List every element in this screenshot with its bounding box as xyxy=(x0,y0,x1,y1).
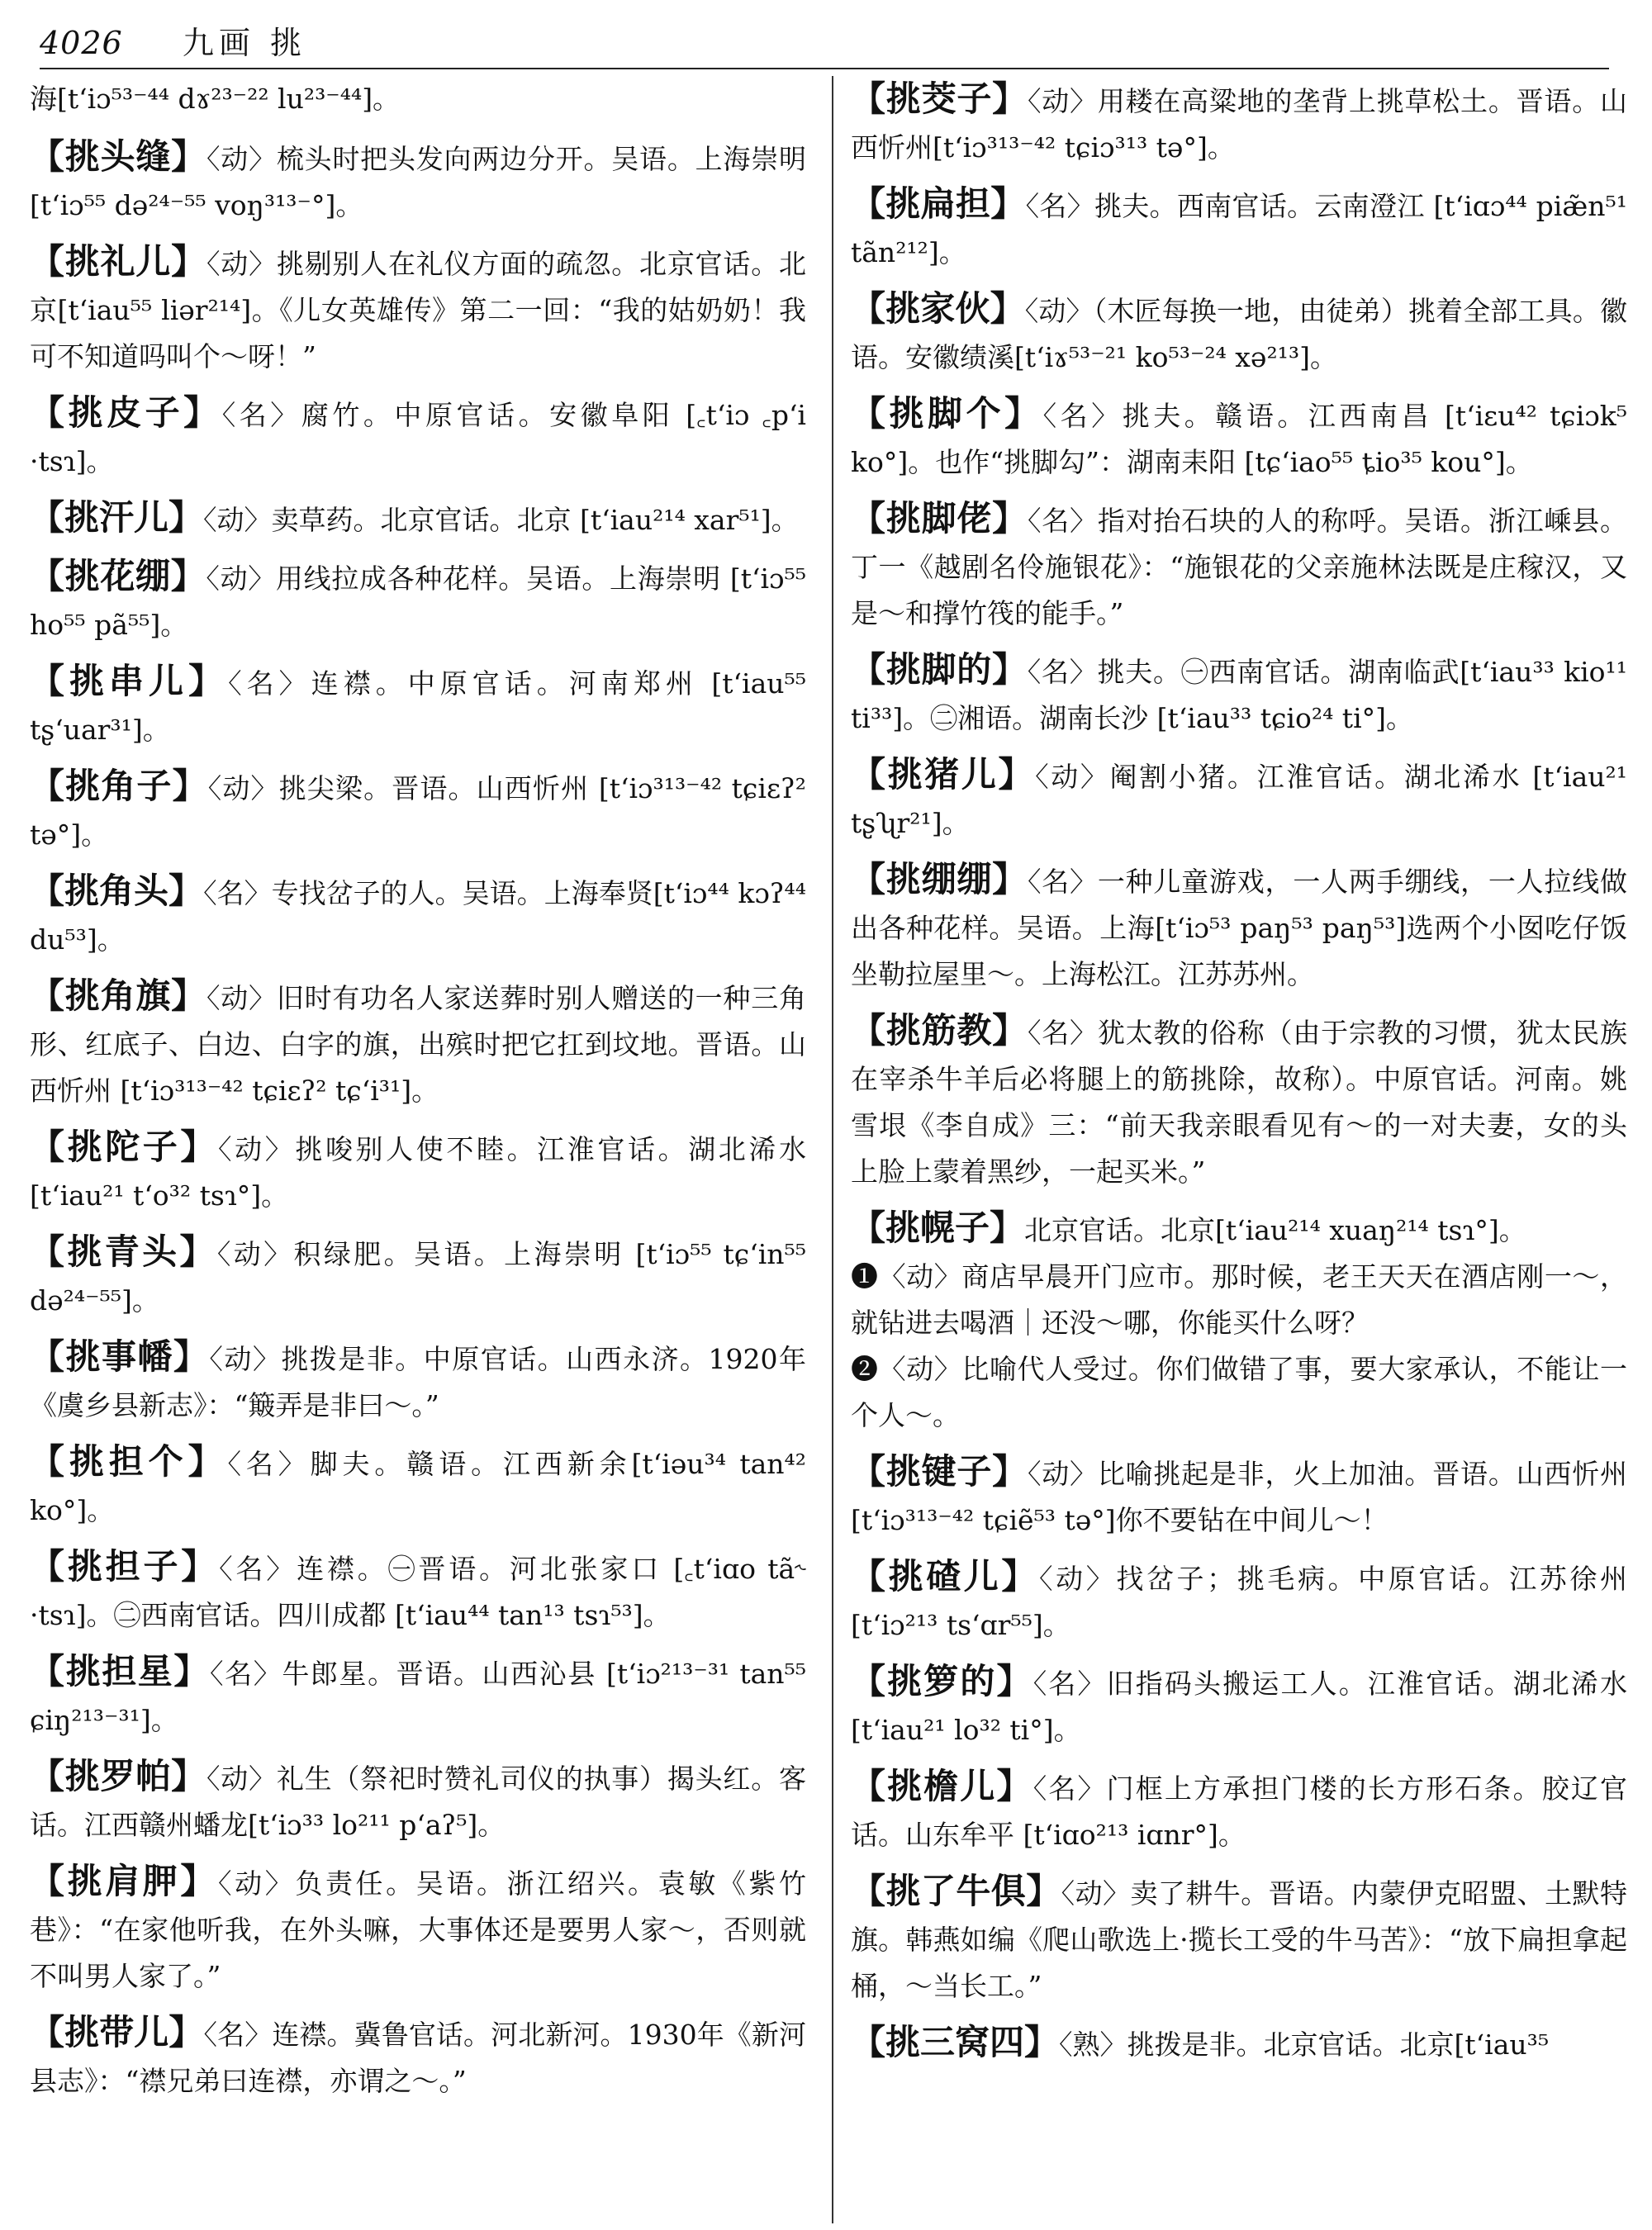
entry-text: 〈名〉挑夫。赣语。江西南昌 [tʻiɛu⁴² tɕiɔk⁵ ko°]。也作“挑脚勾”：湖南耒阳 [tɕʻiao⁵⁵ ȶio³⁵ kou°]。 xyxy=(851,400,1627,478)
entry-headword: 【挑猪儿】 xyxy=(851,754,1036,795)
entry-text: 〈名〉腐竹。中原官话。安徽阜阳 [꜀tʻiɔ ꜀pʻi ·tsɿ]。 xyxy=(30,399,806,477)
entry-text: 〈动〉旧时有功名人家送葬时别人赠送的一种三角形、红底子、白边、白字的旗，出殡时把它扛到坟地。晋语。山西忻州 [tʻiɔ³¹³⁻⁴² tɕiɛʔ² tɕʻi³¹]。 xyxy=(30,982,806,1107)
dictionary-entry xyxy=(30,1229,806,1324)
dictionary-entry xyxy=(851,496,1627,637)
column-divider xyxy=(832,76,833,2223)
entry-text: 〈名〉连襟。冀鲁官话。河北新河。1930年《新河县志》：“襟兄弟曰连襟，亦谓之～。” xyxy=(30,2019,806,2097)
dictionary-entry xyxy=(30,1544,806,1639)
entry-text: 〈动〉比喻挑起是非，火上加油。晋语。山西忻州[tʻiɔ³¹³⁻⁴² tɕiẽ⁵³ tə°]你不要钻在中间儿～！ xyxy=(851,1458,1627,1536)
dictionary-entry xyxy=(30,1124,806,1219)
entry-headword: 【挑了牛俱】 xyxy=(851,1871,1061,1911)
entry-headword: 【挑茭子】 xyxy=(851,78,1028,119)
dictionary-entry xyxy=(30,1334,806,1429)
entry-text: 〈动〉挑拨是非。中原官话。山西永济。1920年《虞乡县新志》：“簸弄是非曰～。” xyxy=(30,1343,806,1421)
entry-headword: 【挑扁担】 xyxy=(851,183,1026,224)
entry-text: 〈动〉用线拉成各种花样。吴语。上海崇明 [tʻiɔ⁵⁵ ho⁵⁵ pã⁵⁵]。 xyxy=(30,562,806,641)
entry-headword: 【挑罗帕】 xyxy=(30,1756,206,1796)
entry-headword: 【挑绷绷】 xyxy=(851,859,1028,899)
entry-text: 〈动〉积绿肥。吴语。上海崇明 [tʻiɔ⁵⁵ tɕʻin⁵⁵ də²⁴⁻⁵⁵]。 xyxy=(30,1238,806,1317)
entry-headword: 【挑幌子】 xyxy=(851,1208,1025,1248)
dictionary-entry xyxy=(851,752,1627,847)
entry-text: 〈动〉卖了耕牛。晋语。内蒙伊克昭盟、土默特旗。韩燕如编《爬山歌选上·揽长工受的牛马苦》：“放下扁担拿起桶，～当长工。” xyxy=(851,1877,1627,2002)
dictionary-entry xyxy=(30,1858,806,2000)
dictionary-entry xyxy=(30,553,806,648)
entry-text: 〈动〉找岔子；挑毛病。中原官话。江苏徐州 [tʻiɔ²¹³ tsʻɑr⁵⁵]。 xyxy=(851,1563,1627,1641)
entry-sense: ❶〈动〉商店早晨开门应市。那时候，老王天天在酒店刚一～，就钻进去喝酒｜还没～哪，你能买什么呀？ xyxy=(851,1260,1627,1339)
entry-headword: 【挑担星】 xyxy=(30,1651,211,1691)
entry-headword: 【挑家伙】 xyxy=(851,288,1025,329)
entry-headword: 【挑肩胛】 xyxy=(30,1861,219,1901)
dictionary-entry xyxy=(30,2009,806,2104)
entry-headword: 【挑脚个】 xyxy=(851,393,1043,434)
dictionary-entry xyxy=(851,856,1627,998)
entry-headword: 【挑檐儿】 xyxy=(851,1766,1033,1806)
entry-headword: 【挑青头】 xyxy=(30,1231,217,1272)
dictionary-entry xyxy=(30,390,806,485)
entry-headword: 【挑脚的】 xyxy=(851,649,1028,690)
header-rule xyxy=(40,68,1609,69)
entry-headword: 【挑键子】 xyxy=(851,1451,1028,1492)
entry-text: 〈动〉梳头时把头发向两边分开。吴语。上海崇明[tʻiɔ⁵⁵ də²⁴⁻⁵⁵ voŋ³¹³⁻°]。 xyxy=(30,143,806,221)
entry-text: 〈熟〉挑拨是非。北京官话。北京[tʻiau³⁵ xyxy=(1059,2028,1550,2061)
page-header xyxy=(40,20,1609,69)
dictionary-entry xyxy=(851,1449,1627,1544)
dictionary-entry xyxy=(30,239,806,380)
entry-text: 〈名〉专找岔子的人。吴语。上海奉贤[tʻiɔ⁴⁴ kɔʔ⁴⁴ du⁵³]。 xyxy=(30,877,806,956)
entry-headword: 【挑碴儿】 xyxy=(851,1556,1040,1597)
entry-text: 〈名〉牛郎星。晋语。山西沁县 [tʻiɔ²¹³⁻³¹ tan⁵⁵ ɕiŋ²¹³⁻³¹]。 xyxy=(30,1658,806,1736)
entry-headword: 【挑汗儿】 xyxy=(30,497,204,538)
right-column xyxy=(851,76,1627,2215)
entry-text: 〈名〉旧指码头搬运工人。江淮官话。湖北浠水[tʻiau²¹ lo³² ti°]。 xyxy=(851,1668,1627,1746)
dictionary-entry xyxy=(30,1753,806,1848)
entry-text: 〈动〉礼生（祭祀时赞礼司仪的执事）揭头红。客话。江西赣州蟠龙[tʻiɔ³³ lo²¹¹ pʻaʔ⁵]。 xyxy=(30,1763,806,1841)
entry-headword: 【挑担子】 xyxy=(30,1546,220,1587)
dictionary-entry xyxy=(30,658,806,753)
entry-headword: 【挑礼儿】 xyxy=(30,241,206,282)
dictionary-entry xyxy=(851,286,1627,381)
entry-headword: 【挑花绷】 xyxy=(30,556,206,596)
entry-headword: 【挑串儿】 xyxy=(30,661,229,701)
entry-text: 海[tʻiɔ⁵³⁻⁴⁴ dɤ²³⁻²² lu²³⁻⁴⁴]。 xyxy=(30,83,401,115)
entry-text: 〈动〉阉割小猪。江淮官话。湖北浠水 [tʻiau²¹ tʂʯr²¹]。 xyxy=(851,761,1627,839)
entry-text: 〈动〉卖草药。北京官话。北京 [tʻiau²¹⁴ xar⁵¹]。 xyxy=(203,504,799,536)
dictionary-entry xyxy=(30,973,806,1114)
entry-text: 〈动〉挑唆别人使不睦。江淮官话。湖北浠水[tʻiau²¹ tʻo³² tsɿ°]。 xyxy=(30,1133,806,1212)
dictionary-entry xyxy=(851,76,1627,171)
entry-text: 〈动〉用耧在高粱地的垄背上挑草松土。晋语。山西忻州[tʻiɔ³¹³⁻⁴² tɕiɔ³¹³ tə°]。 xyxy=(851,85,1627,164)
entry-text: 〈名〉连襟。㊀晋语。河北张家口 [꜀tʻiɑo tã˞ ·tsɿ]。㊁西南官话。四川成都 [tʻiau⁴⁴ tan¹³ tsɿ⁵³]。 xyxy=(30,1553,806,1631)
entry-headword: 【挑担个】 xyxy=(30,1441,228,1482)
entry-headword: 【挑角子】 xyxy=(30,766,208,806)
entry-headword: 【挑陀子】 xyxy=(30,1127,219,1167)
dictionary-entry xyxy=(851,1658,1627,1753)
dictionary-entry xyxy=(30,134,806,229)
entry-headword: 【挑三窝四】 xyxy=(851,2022,1060,2062)
dictionary-entry xyxy=(851,647,1627,742)
dictionary-entry xyxy=(30,868,806,963)
entry-text: 北京官话。北京[tʻiau²¹⁴ xuaŋ²¹⁴ tsɿ°]。 xyxy=(1024,1214,1526,1246)
entry-text: 〈动〉（木匠每换一地，由徒弟）挑着全部工具。徽语。安徽绩溪[tʻiɤ⁵³⁻²¹ ko⁵³⁻²⁴ xə²¹³]。 xyxy=(851,295,1627,373)
entry-text: 〈名〉指对抬石块的人的称呼。吴语。浙江嵊县。丁一《越剧名伶施银花》：“施银花的父亲施林法既是庄稼汉，又是～和撑竹筏的能手。” xyxy=(851,505,1627,629)
entry-text: 〈名〉一种儿童游戏，一人两手绷线，一人拉线做出各种花样。吴语。上海[tʻiɔ⁵³ paŋ⁵³ paŋ⁵³]选两个小囡吃仔饭坐勒拉屋里～。上海松江。江苏苏州。 xyxy=(851,866,1627,990)
dictionary-entry xyxy=(851,1008,1627,1195)
entry-text: 〈名〉挑夫。㊀西南官话。湖南临武[tʻiau³³ kio¹¹ ti³³]。㊁湘语。湖南长沙 [tʻiau³³ tɕio²⁴ ti°]。 xyxy=(851,656,1627,734)
entry-text: 〈名〉脚夫。赣语。江西新余[tʻiəu³⁴ tan⁴² ko°]。 xyxy=(30,1448,806,1526)
dictionary-entry xyxy=(30,495,806,543)
left-column xyxy=(30,76,806,2215)
dictionary-entry xyxy=(30,1439,806,1534)
dictionary-entry xyxy=(851,1205,1627,1439)
entry-headword: 【挑头缝】 xyxy=(30,136,206,177)
entry-headword: 【挑带儿】 xyxy=(30,2012,204,2052)
entry-headword: 【挑脚佬】 xyxy=(851,498,1028,539)
entry-sense: ❷〈动〉比喻代人受过。你们做错了事，要大家承认，不能让一个人～。 xyxy=(851,1353,1627,1431)
dictionary-entry xyxy=(851,2019,1627,2068)
dictionary-entry xyxy=(851,1868,1627,2009)
entry-text: 〈动〉挑剔别人在礼仪方面的疏忽。北京官话。北京[tʻiau⁵⁵ liər²¹⁴]。《儿女英雄传》第二一回：“我的姑奶奶！我可不知道吗叫个～呀！” xyxy=(30,248,806,372)
entry-text: 〈动〉挑尖梁。晋语。山西忻州 [tʻiɔ³¹³⁻⁴² tɕiɛʔ² tə°]。 xyxy=(30,772,806,851)
entry-text: 〈名〉连襟。中原官话。河南郑州 [tʻiau⁵⁵ tʂʻuar³¹]。 xyxy=(30,667,806,746)
dictionary-entry xyxy=(851,1554,1627,1649)
entry-headword: 【挑事幡】 xyxy=(30,1336,210,1377)
entry-headword: 【挑筋教】 xyxy=(851,1010,1028,1051)
entry-text: 〈名〉犹太教的俗称（由于宗教的习惯，犹太民族在宰杀牛羊后必将腿上的筋挑除，故称）。中原官话。河南。姚雪垠《李自成》三：“前天我亲眼看见有～的一对夫妻，女的头上脸上蒙着黑纱，一起买米。” xyxy=(851,1017,1627,1188)
entry-headword: 【挑皮子】 xyxy=(30,392,222,433)
dictionary-entry xyxy=(851,391,1627,486)
dictionary-entry xyxy=(851,181,1627,276)
page-number: 4026 xyxy=(40,25,123,61)
dictionary-entry xyxy=(851,1763,1627,1858)
dictionary-entry xyxy=(30,1649,806,1744)
entry-text: 〈动〉负责任。吴语。浙江绍兴。袁敏《紫竹巷》：“在家他听我，在外头嘛，大事体还是要男人家～，否则就不叫男人家了。” xyxy=(30,1867,806,1992)
entry-headword: 【挑箩的】 xyxy=(851,1661,1033,1701)
entry-text: 〈名〉挑夫。西南官话。云南澄江 [tʻiɑɔ⁴⁴ piæ̃n⁵¹ tãn²¹²]。 xyxy=(851,190,1627,268)
entry-text: 〈名〉门框上方承担门楼的长方形石条。胶辽官话。山东牟平 [tʻiɑo²¹³ iɑnr°]。 xyxy=(851,1772,1627,1851)
entry-headword: 【挑角头】 xyxy=(30,871,204,911)
section-title: 九画 挑 xyxy=(182,25,306,61)
entry-headword: 【挑角旗】 xyxy=(30,975,206,1016)
dictionary-entry xyxy=(30,763,806,858)
dictionary-entry xyxy=(30,76,806,122)
